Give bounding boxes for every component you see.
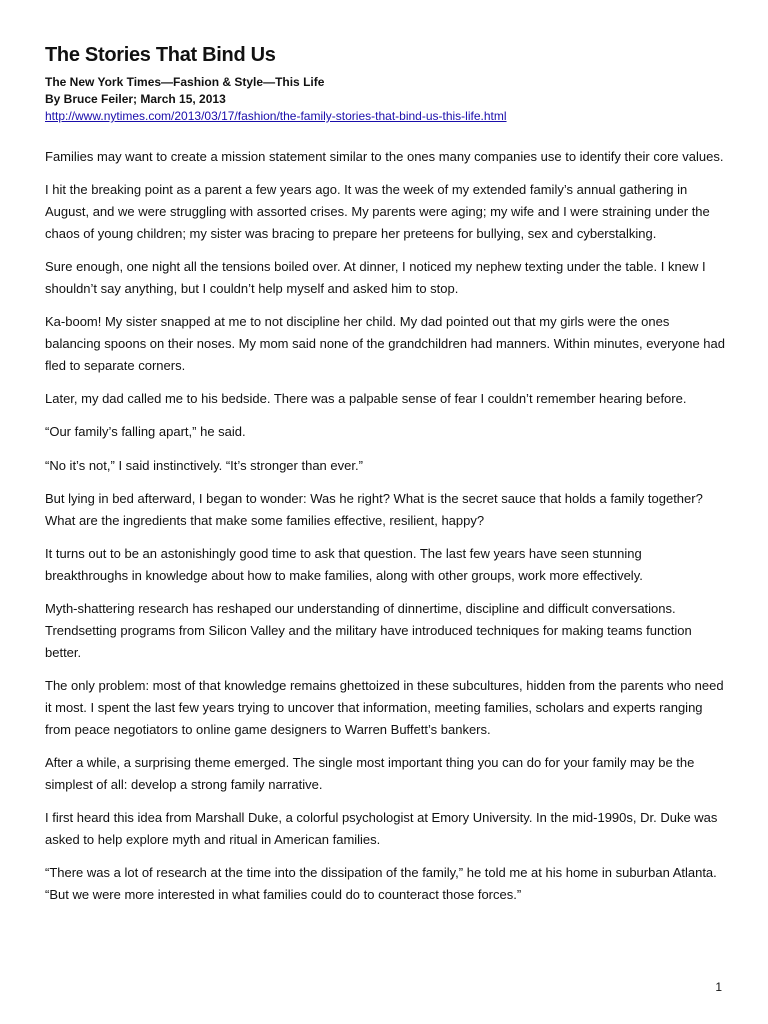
paragraph: “Our family’s falling apart,” he said. <box>45 424 246 440</box>
paragraph: “No it’s not,” I said instinctively. “It’s stronger than ever.” <box>45 457 363 473</box>
article-url-link[interactable]: http://www.nytimes.com/2013/03/17/fashion/the-family-stories-that-bind-us-this-life.html <box>45 109 507 123</box>
paragraph: The only problem: most of that knowledge remains ghettoized in these subcultures, hidden from the parents who need it most. I spent the last few years trying to uncover that information, meeting families, scholars and experts ranging from peace negotiators to online game designers to Warren Buffett’s bankers. <box>45 678 724 737</box>
paragraph: But lying in bed afterward, I began to wonder: Was he right? What is the secret sauce that holds a family together? What are the ingredients that make some families effective, resilient, happy? <box>45 491 703 528</box>
article-byline: By Bruce Feiler; March 15, 2013 <box>45 92 226 106</box>
document-page <box>45 42 725 917</box>
paragraph: It turns out to be an astonishingly good time to ask that question. The last few years have seen stunning breakthroughs in knowledge about how to make families, along with other groups, work more effectively. <box>45 546 643 583</box>
page-number: 1 <box>715 980 722 994</box>
paragraph: I hit the breaking point as a parent a few years ago. It was the week of my extended family’s annual gathering in August, and we were struggling with assorted crises. My parents were aging; my wife and I were straining under the chaos of young children; my sister was bracing to prepare her preteens for bullying, sex and cyberstalking. <box>45 182 710 241</box>
paragraph: Later, my dad called me to his bedside. There was a palpable sense of fear I couldn’t remember hearing before. <box>45 391 687 407</box>
paragraph: Sure enough, one night all the tensions boiled over. At dinner, I noticed my nephew texting under the table. I knew I shouldn’t say anything, but I couldn’t help myself and asked him to stop. <box>45 259 706 296</box>
paragraph: “There was a lot of research at the time into the dissipation of the family,” he told me at his home in suburban Atlanta. “But we were more interested in what families could do to counteract those forces.” <box>45 865 717 903</box>
article-title: The Stories That Bind Us <box>45 44 276 66</box>
paragraph: After a while, a surprising theme emerged. The single most important thing you can do for your family may be the simplest of all: develop a strong family narrative. <box>45 755 695 792</box>
paragraph: Myth-shattering research has reshaped our understanding of dinnertime, discipline and difficult conversations. Trendsetting programs from Silicon Valley and the military have introduced techniques for making teams function better. <box>45 601 692 660</box>
article-body <box>45 146 725 906</box>
paragraph: Ka-boom! My sister snapped at me to not discipline her child. My dad pointed out that my girls were the ones balancing spoons on their noses. My mom said none of the grandchildren had manners. Within minutes, everyone had fled to separate corners. <box>45 314 725 373</box>
paragraph: Families may want to create a mission statement similar to the ones many companies use to identify their core values. <box>45 149 724 164</box>
article-source: The New York Times—Fashion & Style—This Life <box>45 75 325 89</box>
paragraph: I first heard this idea from Marshall Duke, a colorful psychologist at Emory University. In the mid-1990s, Dr. Duke was asked to help explore myth and ritual in American families. <box>45 810 718 847</box>
